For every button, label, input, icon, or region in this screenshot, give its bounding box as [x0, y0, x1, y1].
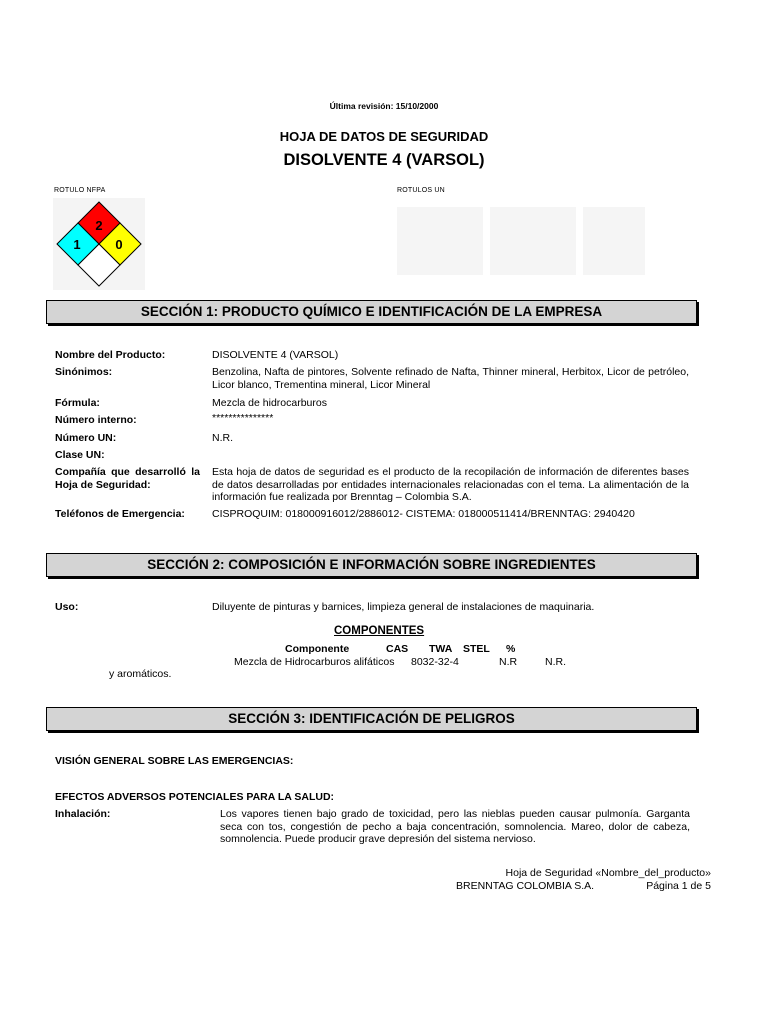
synonyms-label: Sinónimos:: [55, 366, 113, 378]
use-value: Diluyente de pinturas y barnices, limpieza general de instalaciones de maquinaria.: [212, 601, 595, 613]
company-label: Compañía que desarrolló la Hoja de Seguridad:: [55, 466, 200, 491]
component-name-cell: Mezcla de Hidrocarburos alifáticos: [234, 656, 395, 668]
product-title: DISOLVENTE 4 (VARSOL): [283, 151, 485, 169]
synonyms-value: Benzolina, Nafta de pintores, Solvente refinado de Nafta, Thinner mineral, Herbitox, Licor de petróleo, Licor blanco, Trementina mineral, Licor Mineral: [212, 366, 689, 391]
use-label: Uso:: [55, 601, 79, 613]
section-1-header: SECCIÓN 1: PRODUCTO QUÍMICO E IDENTIFICACIÓN DE LA EMPRESA: [46, 300, 697, 324]
un-label: ROTULOS UN: [397, 187, 445, 194]
component-cas-cell: 8032-32-4: [411, 656, 459, 668]
inhalation-label: Inhalación:: [55, 808, 111, 820]
un-placard-1: [397, 207, 483, 275]
nfpa-health-value: 1: [73, 237, 81, 252]
nfpa-reactivity-value: 0: [115, 237, 123, 252]
col-cas-header: CAS: [386, 643, 409, 655]
un-placard-2: [490, 207, 576, 275]
un-number-value: N.R.: [212, 432, 233, 444]
emergency-phones-value: CISPROQUIM: 018000916012/2886012- CISTEMA: 018000511414/BRENNTAG: 2940420: [212, 508, 635, 520]
document-title: HOJA DE DATOS DE SEGURIDAD: [279, 129, 489, 144]
col-twa-header: TWA: [429, 643, 453, 655]
inhalation-value: Los vapores tienen bajo grado de toxicidad, pero las nieblas pueden causar pulmonía. Garganta seca con tos, congestión de pecho a baja concentración, somnolencia. Mareo, dolor de cabeza, somnolencia. Puede producir grave depresión del sistema nervioso.: [220, 808, 690, 845]
un-number-label: Número UN:: [55, 432, 117, 444]
emergency-phones-label: Teléfonos de Emergencia:: [55, 508, 185, 520]
component-name-continuation: y aromáticos.: [109, 668, 172, 680]
col-percent-header: %: [506, 643, 516, 655]
formula-value: Mezcla de hidrocarburos: [212, 397, 327, 409]
component-twa-cell: N.R: [499, 656, 518, 668]
section-3-header: SECCIÓN 3: IDENTIFICACIÓN DE PELIGROS: [46, 707, 697, 731]
footer-page-number: Página 1 de 5: [646, 880, 711, 892]
emergency-overview-heading: VISIÓN GENERAL SOBRE LAS EMERGENCIAS:: [55, 755, 294, 767]
product-name-label: Nombre del Producto:: [55, 349, 166, 361]
components-title: COMPONENTES: [334, 625, 425, 637]
section-2-header: SECCIÓN 2: COMPOSICIÓN E INFORMACIÓN SOBRE INGREDIENTES: [46, 553, 697, 577]
internal-number-value: ***************: [212, 412, 274, 424]
product-name-value: DISOLVENTE 4 (VARSOL): [212, 349, 339, 361]
nfpa-label: ROTULO NFPA: [54, 187, 106, 194]
footer-company: BRENNTAG COLOMBIA S.A.: [456, 880, 595, 892]
nfpa-flammability-value: 2: [95, 218, 103, 233]
col-component-header: Componente: [285, 643, 350, 655]
un-placard-3: [583, 207, 645, 275]
internal-number-label: Número interno:: [55, 414, 137, 426]
col-stel-header: STEL: [463, 643, 490, 655]
footer-document-name: Hoja de Seguridad «Nombre_del_producto»: [505, 867, 711, 879]
revision-date: Última revisión: 15/10/2000: [329, 101, 439, 111]
company-value: Esta hoja de datos de seguridad es el producto de la recopilación de información de diferentes bases de datos desarrolladas por entidades internacionales relacionadas con el tema. La alimentación de la información fue realizada por Brenntag – Colombia S.A.: [212, 466, 689, 503]
nfpa-diamond-icon: [53, 198, 145, 290]
component-stel-cell: N.R.: [545, 656, 566, 668]
health-effects-heading: EFECTOS ADVERSOS POTENCIALES PARA LA SALUD:: [55, 791, 335, 803]
formula-label: Fórmula:: [55, 397, 100, 409]
un-class-label: Clase UN:: [55, 449, 105, 461]
